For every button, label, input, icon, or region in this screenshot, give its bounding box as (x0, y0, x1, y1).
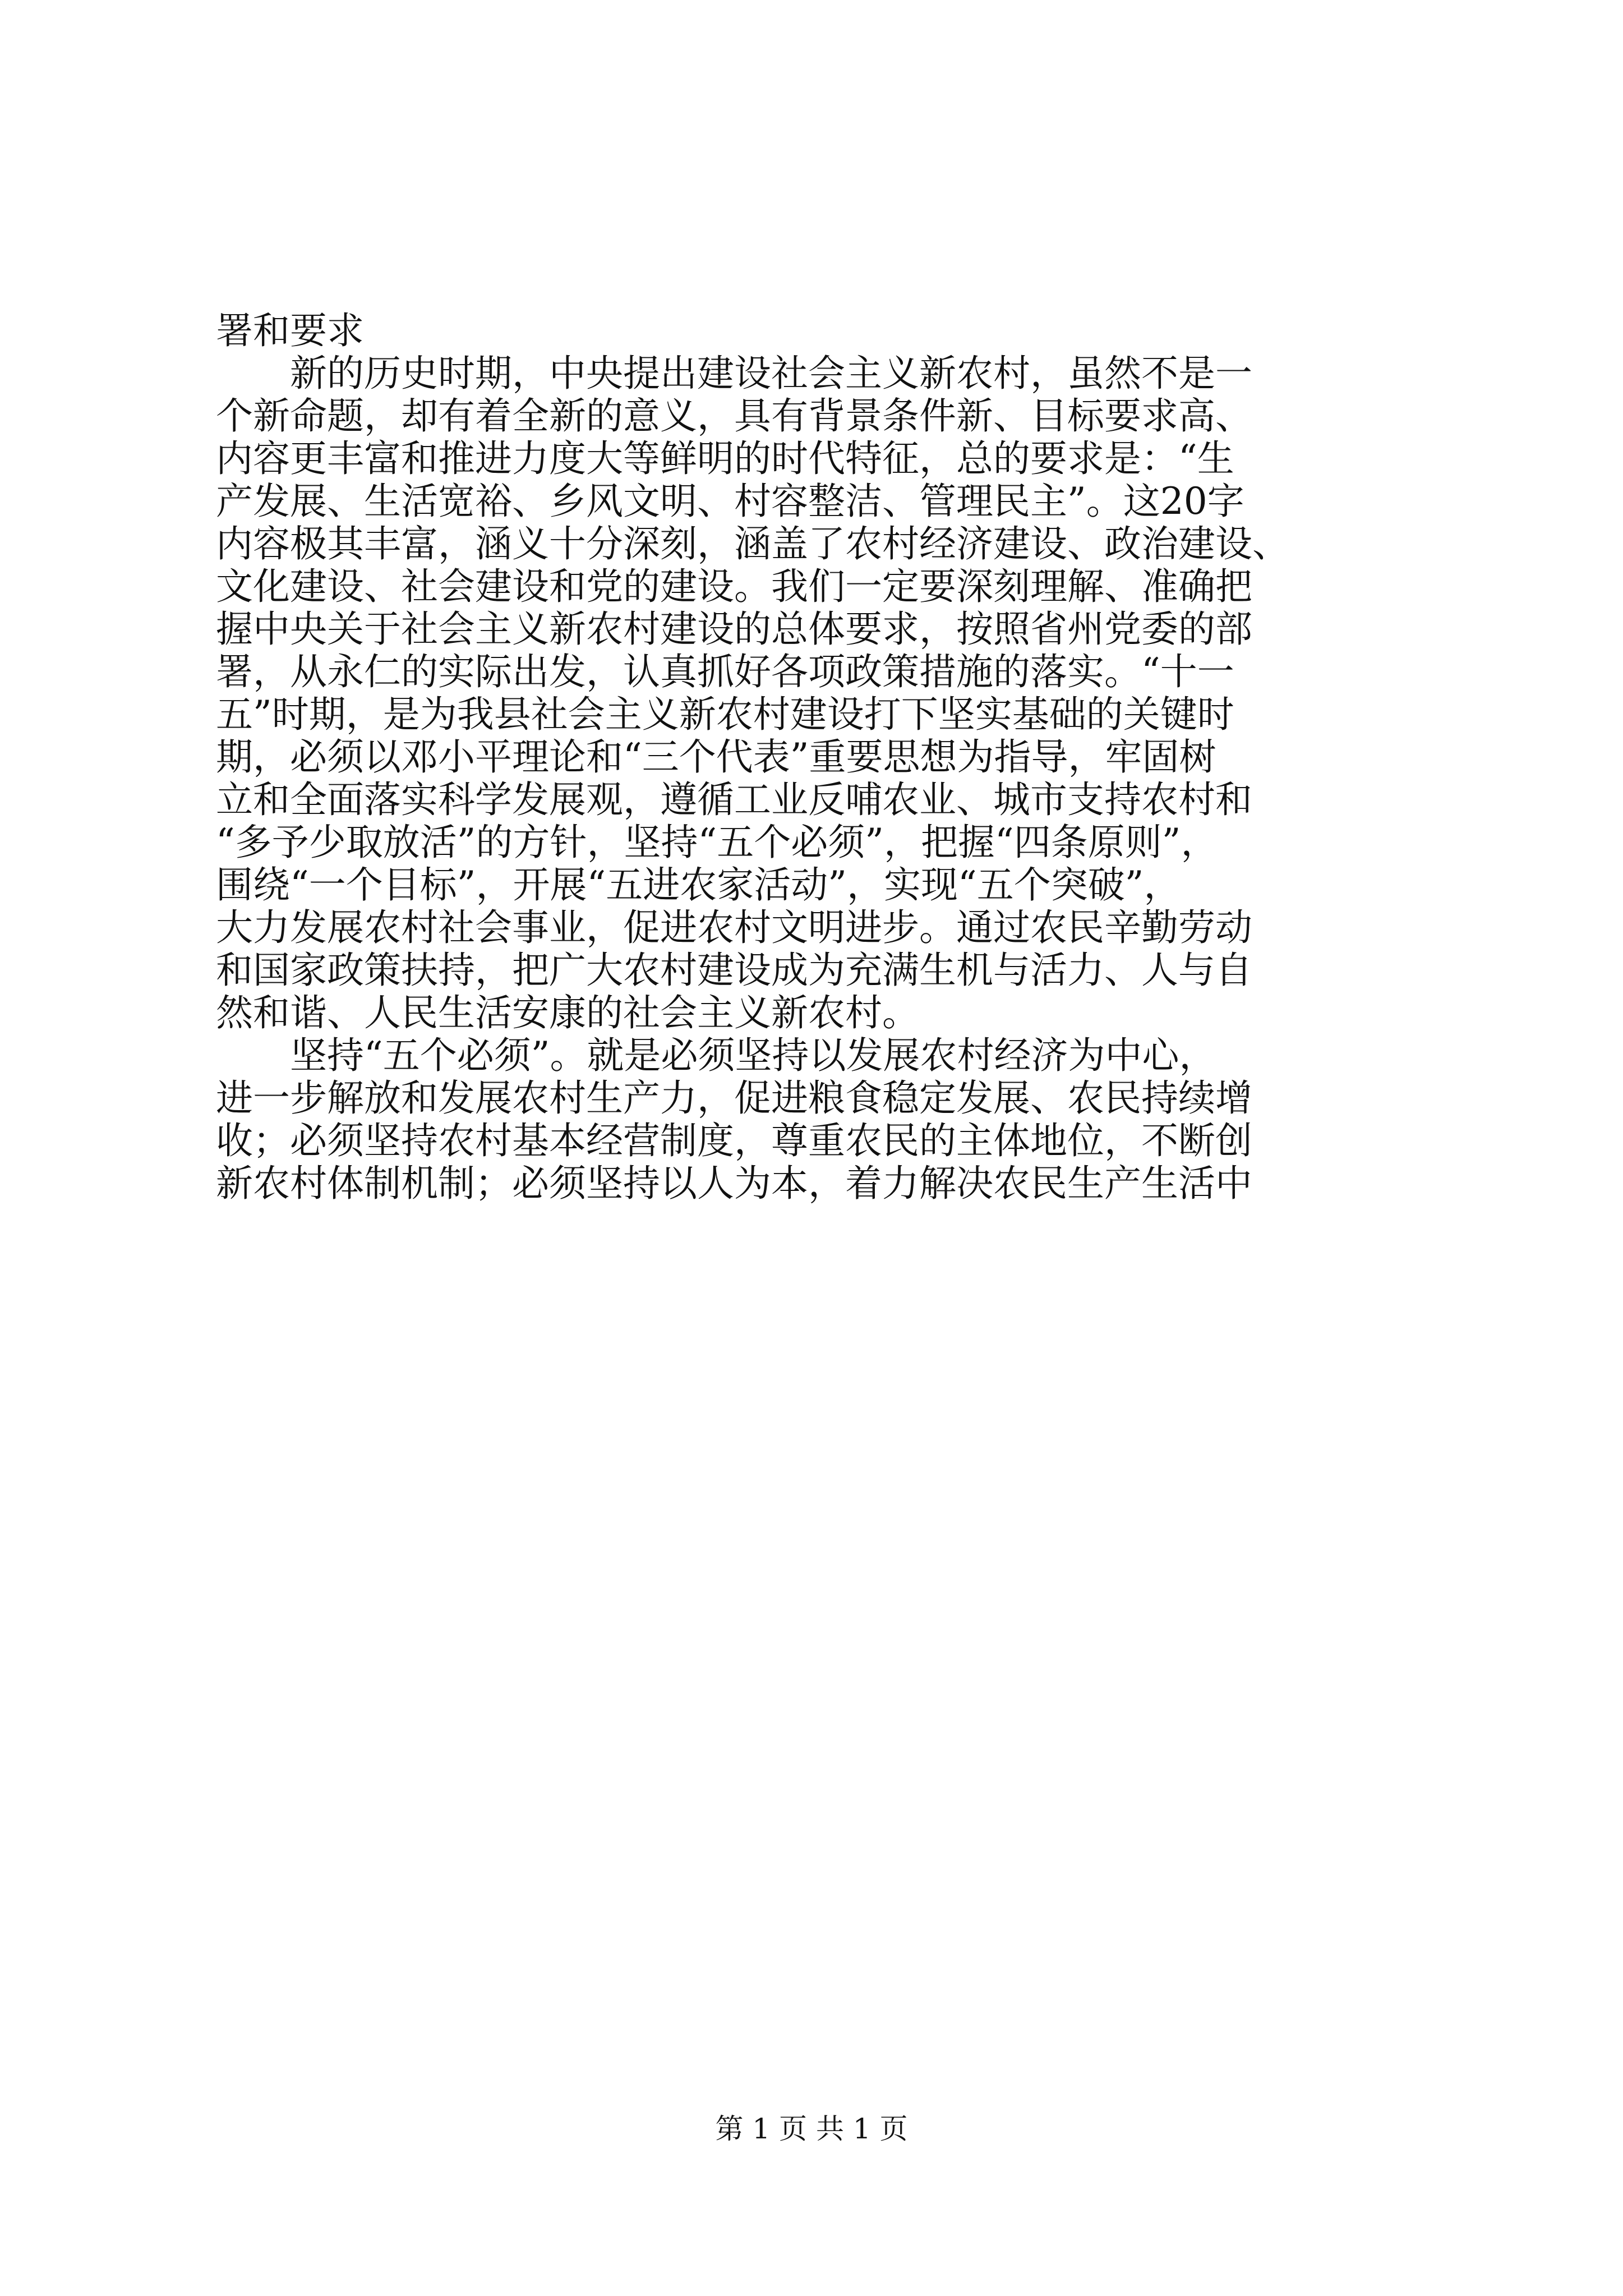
text-line-17: 然和谐、人民生活安康的社会主义新农村。 (216, 991, 919, 1034)
page-footer: 第 1 页 共 1 页 (715, 2113, 908, 2145)
text-line-10: 五”时期，是为我县社会主义新农村建设打下坚实基础的关键时 (216, 693, 1234, 736)
text-line-16: 和国家政策扶持，把广大农村建设成为充满生机与活力、人与自 (216, 949, 1252, 992)
text-line-20: 收；必须坚持农村基本经营制度，尊重农民的主体地位，不断创 (216, 1119, 1252, 1162)
text-line-19: 进一步解放和发展农村生产力，促进粮食稳定发展、农民持续增 (216, 1076, 1252, 1120)
text-line-5: 产发展、生活宽裕、乡风文明、村容整洁、管理民主”。这20字 (216, 480, 1244, 523)
text-line-8: 握中央关于社会主义新农村建设的总体要求，按照省州党委的部 (216, 608, 1252, 651)
text-line-3: 个新命题，却有着全新的意义，具有背景条件新、目标要求高、 (216, 394, 1252, 438)
text-line-21: 新农村体制机制；必须坚持以人为本，着力解决农民生产生活中 (216, 1162, 1252, 1205)
text-line-13: “多予少取放活”的方针，坚持“五个必须”，把握“四条原则”， (216, 821, 1218, 864)
text-line-4: 内容更丰富和推进力度大等鲜明的时代特征，总的要求是：“生 (216, 437, 1234, 480)
text-line-18: 坚持“五个必须”。就是必须坚持以发展农村经济为中心， (216, 1034, 1216, 1077)
text-line-9: 署，从永仁的实际出发，认真抓好各项政策措施的落实。“十一 (216, 650, 1234, 693)
text-line-1: 署和要求 (216, 309, 364, 352)
text-line-2: 新的历史时期，中央提出建设社会主义新农村，虽然不是一 (216, 352, 1252, 395)
text-line-11: 期，必须以邓小平理论和“三个代表”重要思想为指导，牢固树 (216, 735, 1216, 779)
text-line-15: 大力发展农村社会事业，促进农村文明进步。通过农民辛勤劳动 (216, 906, 1252, 949)
text-line-6: 内容极其丰富，涵义十分深刻，涵盖了农村经济建设、政治建设、 (216, 522, 1289, 565)
body-text (216, 310, 1289, 1205)
text-line-12: 立和全面落实科学发展观，遵循工业反哺农业、城市支持农村和 (216, 778, 1252, 821)
text-line-14: 围绕“一个目标”，开展“五进农家活动”，实现“五个突破”， (216, 863, 1181, 907)
text-line-7: 文化建设、社会建设和党的建设。我们一定要深刻理解、准确把 (216, 565, 1252, 608)
